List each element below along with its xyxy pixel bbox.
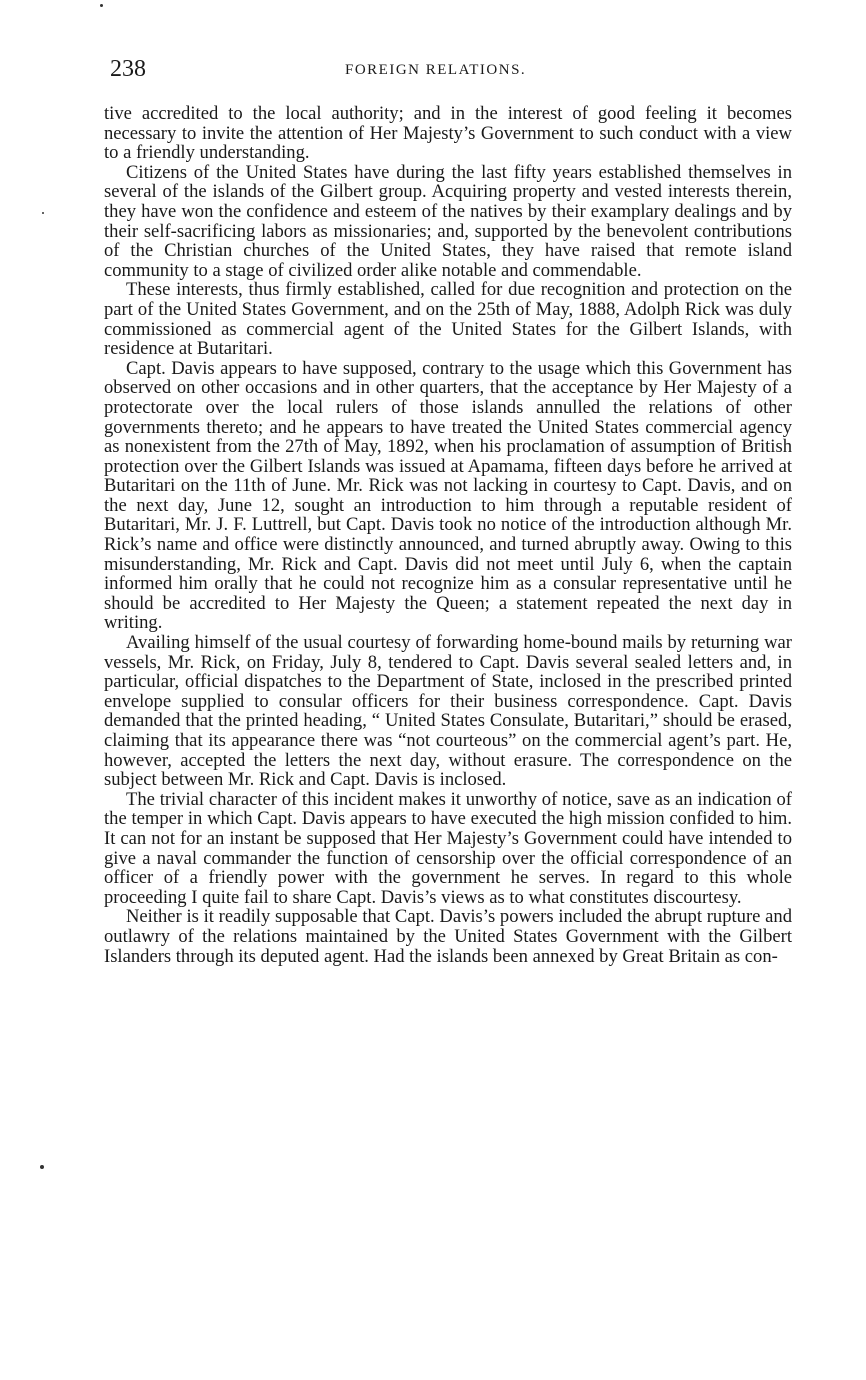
page-number: 238 [110,56,146,82]
paragraph: Neither is it readily supposable that Capt. Davis’s powers included the abrupt rupture and outlawry of the relations maintained by the United States Government with the Gilbert Islanders through its deputed agent. Had the islands been annexed by Great Britain as con- [104,906,792,967]
paragraph: These interests, thus firmly established, called for due recognition and protection on the part of the United States Government, and on the 25th of May, 1888, Adolph Rick was duly commissioned as commercial agent of the United States for the Gilbert Islands, with residence at Butaritari. [104,279,792,360]
running-head: FOREIGN RELATIONS. [345,62,527,78]
scan-speck [40,1165,44,1169]
paragraph: Citizens of the United States have during the last fifty years established themselves in several of the islands of the Gilbert group. Acquiring property and vested interests therein, they have won the confidence and esteem of the natives by their examplary dealings and by their self-sacrificing labors as missionaries; and, supported by the benevolent contributions of the Christian churches of the United States, they have raised that remote island community to a stage of civilized order alike notable and commendable. [104,161,792,281]
body-text [104,104,792,966]
paragraph: tive accredited to the local authority; and in the interest of good feeling it becomes necessary to invite the attention of Her Majesty’s Government to such conduct with a view to a friendly understanding. [104,103,792,164]
paragraph: Capt. Davis appears to have supposed, contrary to the usage which this Government has observed on other occasions and in other quarters, that the acceptance by Her Majesty of a protectorate over the local rulers of those islands annulled the relations of other governments thereto; and he appears to have treated the United States commercial agency as nonexistent from the 27th of May, 1892, when his proclamation of assumption of British protection over the Gilbert Islands was issued at Apamama, fifteen days before he arrived at Butaritari on the 11th of June. Mr. Rick was not lacking in courtesy to Capt. Davis, and on the next day, June 12, sought an introduction to him through a reputable resident of Butaritari, Mr. J. F. Luttrell, but Capt. Davis took no notice of the introduction although Mr. Rick’s name and office were distinctly announced, and turned abruptly away. Owing to this misunderstanding, Mr. Rick and Capt. Davis did not meet until July 6, when the captain informed him orally that he could not recognize him as a consular representative until he should be accredited to Her Majesty the Queen; a statement repeated the next day in writing. [104,357,792,634]
scan-speck [100,4,103,7]
paragraph: The trivial character of this incident makes it unworthy of notice, save as an indication of the temper in which Capt. Davis appears to have executed the high mission confided to him. It can not for an instant be supposed that Her Majesty’s Government could have intended to give a naval commander the function of censorship over the official correspondence of an officer of a friendly power with the government he serves. In regard to this whole proceeding I quite fail to share Capt. Davis’s views as to what constitutes discourtesy. [104,788,792,908]
paragraph: Availing himself of the usual courtesy of forwarding home-bound mails by returning war vessels, Mr. Rick, on Friday, July 8, tendered to Capt. Davis several sealed letters and, in particular, official dispatches to the Department of State, inclosed in the prescribed printed envelope supplied to consular officers for their business correspondence. Capt. Davis demanded that the printed heading, “ United States Consulate, Butaritari,” should be erased, claiming that its appearance there was “not courteous” on the commercial agent’s part. He, however, accepted the letters the next day, without erasure. The correspondence on the subject between Mr. Rick and Capt. Davis is inclosed. [104,632,792,791]
page-header [110,55,790,85]
scan-speck [42,212,44,214]
